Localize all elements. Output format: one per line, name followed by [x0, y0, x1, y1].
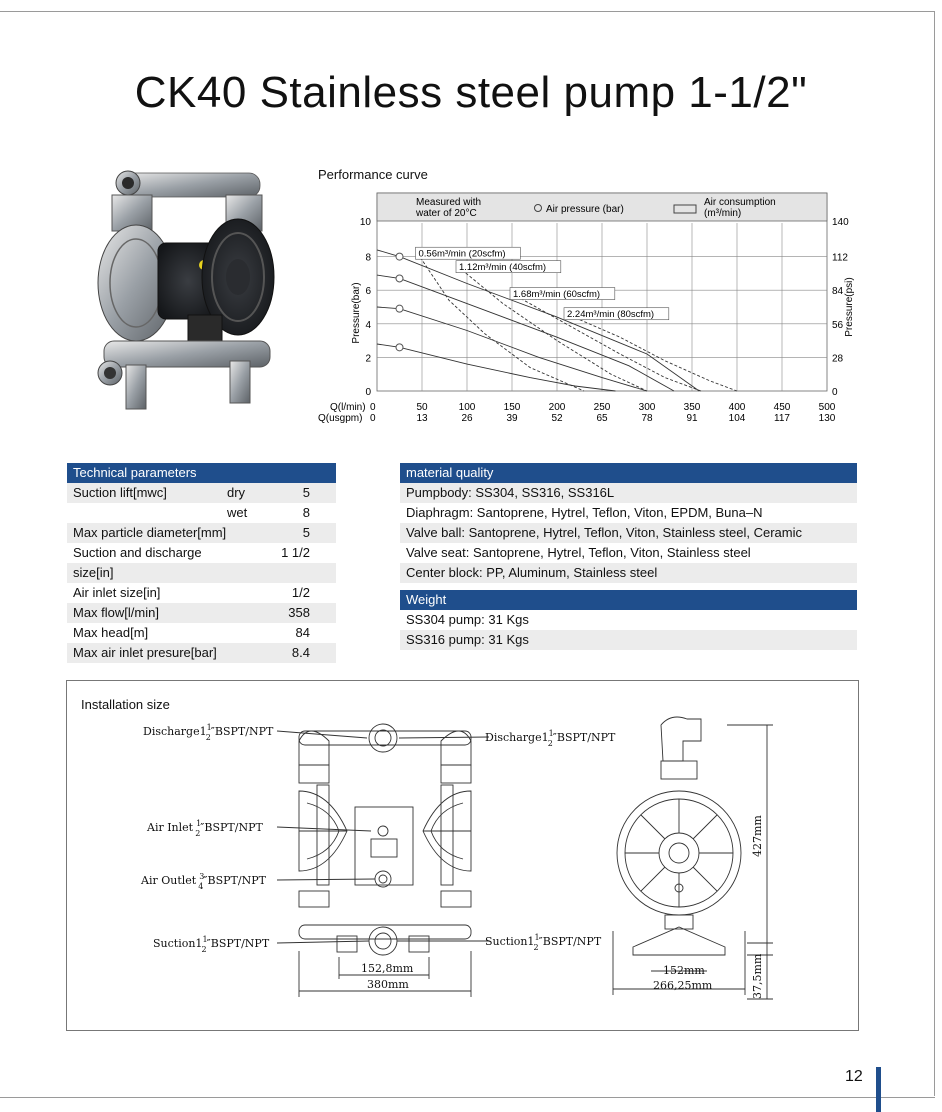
- y-tick-psi: 112: [832, 252, 848, 264]
- dimension-37-5: 37,5mm: [751, 953, 764, 999]
- parameter-value: 5: [302, 485, 310, 500]
- parameter-label: Suction lift[mwc]: [73, 485, 167, 500]
- dimension-152-8: 152,8mm: [361, 962, 414, 975]
- page-number-bar: [876, 1067, 881, 1112]
- y-tick-bar: 2: [365, 353, 371, 365]
- technical-parameter-row: [67, 483, 336, 503]
- x-tick-usgpm: 26: [461, 413, 473, 424]
- y-axis-left-label: Pressure(bar): [351, 282, 362, 344]
- curve-label: 2.24m³/min (80scfm): [567, 309, 655, 321]
- dimension-266: 266,25mm: [653, 979, 713, 992]
- parameter-value: 1 1/2: [281, 545, 310, 560]
- page-frame-bottom: [0, 1097, 935, 1098]
- parameter-sublabel: dry: [227, 485, 246, 500]
- x-tick-lpm: 150: [503, 402, 521, 413]
- legend-measured-line2: water of 20°C: [416, 208, 477, 219]
- discharge-left-label: $Discharge1^1$ 2″BSPT/NPT: [143, 723, 274, 742]
- weight-row: SS316 pump: 31 Kgs: [400, 630, 857, 650]
- curve-label: 0.56m³/min (20scfm): [418, 248, 506, 260]
- y-tick-psi: 140: [832, 217, 849, 228]
- parameter-label: Max particle diameter[mm]: [73, 525, 227, 540]
- curve-label: 1.12m³/min (40scfm): [459, 262, 547, 274]
- y-tick-psi: 0: [832, 387, 838, 398]
- weight-header: Weight: [400, 590, 857, 610]
- x-tick-lpm: 350: [683, 402, 701, 413]
- technical-parameter-row: [67, 623, 336, 643]
- x-tick-usgpm: 117: [774, 413, 790, 424]
- weight-rows: [400, 610, 857, 650]
- material-row: Pumpbody: SS304, SS316, SS316L: [400, 483, 857, 503]
- technical-parameter-row: [67, 563, 336, 583]
- air-pressure-point: [396, 305, 403, 312]
- dimension-152: 152mm: [663, 964, 705, 977]
- y-tick-bar: 8: [365, 252, 371, 264]
- suction-left-label: $Suction1^1$ 2″BSPT/NPT: [153, 935, 270, 954]
- page-number: 12: [845, 1068, 863, 1085]
- parameter-label: Max flow[l/min]: [73, 605, 159, 620]
- technical-parameter-row: [67, 543, 336, 563]
- material-quality-panel: [400, 463, 857, 583]
- x-tick-lpm: 0: [370, 402, 376, 413]
- x-tick-lpm: 200: [548, 402, 566, 413]
- legend-air-consumption-line1: Air consumption: [704, 197, 776, 208]
- air-pressure-point: [396, 275, 403, 282]
- technical-parameter-row: [67, 523, 336, 543]
- x-tick-usgpm: 78: [641, 413, 653, 424]
- parameter-label: Max air inlet presure[bar]: [73, 645, 217, 660]
- x-tick-lpm: 250: [593, 402, 611, 413]
- x-tick-lpm: 400: [728, 402, 746, 413]
- weight-row: SS304 pump: 31 Kgs: [406, 612, 529, 627]
- x-tick-lpm: 450: [773, 402, 791, 413]
- discharge-right-label: $Discharge1^1$ 2″BSPT/NPT: [485, 729, 616, 748]
- material-quality-rows: [400, 483, 857, 583]
- y-tick-psi: 56: [832, 319, 844, 331]
- material-row: Valve ball: Santoprene, Hytrel, Teflon, Viton, Stainless steel, Ceramic: [400, 523, 857, 543]
- performance-curve-title: Performance curve: [318, 167, 428, 182]
- y-tick-bar: 6: [365, 286, 371, 298]
- dimension-427: 427mm: [751, 815, 764, 857]
- parameter-label: Suction and discharge: [73, 545, 202, 560]
- material-row: Center block: PP, Aluminum, Stainless steel: [400, 563, 857, 583]
- installation-drawing: [67, 681, 858, 1030]
- x-tick-usgpm: 39: [506, 413, 518, 424]
- y-tick-bar: 10: [359, 217, 371, 228]
- parameter-value: 84: [295, 625, 310, 640]
- x-tick-usgpm: 52: [551, 413, 563, 424]
- y-axis-right-label: Pressure(psi): [844, 277, 855, 337]
- parameter-sublabel: wet: [227, 505, 248, 520]
- parameter-value: 8: [302, 505, 310, 520]
- x-tick-usgpm: 13: [416, 413, 428, 424]
- parameter-label: Max head[m]: [73, 625, 149, 640]
- y-tick-psi: 28: [832, 353, 844, 365]
- y-tick-bar: 4: [365, 319, 371, 331]
- installation-size-title: Installation size: [81, 697, 170, 712]
- parameter-value: 8.4: [291, 645, 310, 660]
- performance-chart: [318, 183, 855, 433]
- pump-photo: [92, 165, 278, 415]
- parameter-value: 5: [302, 525, 310, 540]
- material-row: Valve seat: Santoprene, Hytrel, Teflon, Viton, Stainless steel: [406, 545, 751, 560]
- y-tick-bar: 0: [365, 387, 371, 398]
- suction-right-label: $Suction1^1$ 2″BSPT/NPT: [485, 933, 602, 952]
- x-tick-usgpm: 65: [596, 413, 608, 424]
- installation-size-box: [66, 680, 859, 1031]
- x-tick-lpm: 50: [416, 402, 428, 413]
- x-tick-lpm: 300: [638, 402, 656, 413]
- x-tick-usgpm: 130: [818, 413, 836, 424]
- parameter-value: 1/2: [291, 585, 310, 600]
- legend-air-pressure: Air pressure (bar): [546, 204, 624, 215]
- x-tick-usgpm: 104: [728, 413, 746, 424]
- y-tick-psi: 84: [832, 286, 844, 298]
- parameter-label: Air inlet size[in]: [73, 585, 161, 600]
- technical-parameters-rows: [67, 483, 336, 663]
- x-tick-lpm: 100: [458, 402, 476, 413]
- technical-parameter-row: [67, 643, 336, 663]
- x-axis-label-lpm: Q(l/min): [330, 402, 366, 413]
- legend-measured-line1: Measured with: [416, 197, 482, 208]
- technical-parameters-panel: [67, 463, 336, 663]
- technical-parameter-row: [67, 583, 336, 603]
- curve-label: 1.68m³/min (60scfm): [513, 289, 601, 301]
- parameter-label: size[in]: [73, 565, 114, 580]
- air-pressure-point: [396, 253, 403, 260]
- technical-parameter-row: [67, 603, 336, 623]
- x-tick-usgpm: 0: [370, 413, 376, 424]
- page-frame-top: [0, 11, 935, 12]
- legend-air-consumption-line2: (m³/min): [704, 208, 742, 219]
- dimension-380: 380mm: [367, 978, 409, 991]
- air-inlet-label: Air Inlet $^1$ 2″BSPT/NPT: [147, 819, 263, 838]
- parameter-value: 358: [288, 605, 310, 620]
- x-axis-label-usgpm: Q(usgpm): [318, 413, 363, 424]
- x-tick-usgpm: 91: [686, 413, 698, 424]
- weight-panel: [400, 590, 857, 650]
- material-row: Diaphragm: Santoprene, Hytrel, Teflon, Viton, EPDM, Buna–N: [406, 505, 763, 520]
- page-frame-right: [934, 11, 935, 1096]
- material-quality-header: material quality: [400, 463, 857, 483]
- page-title: CK40 Stainless steel pump 1-1/2": [134, 68, 808, 117]
- technical-parameter-row: [67, 503, 336, 523]
- x-tick-lpm: 500: [818, 402, 836, 413]
- air-outlet-label: Air Outlet $^3$ 4″BSPT/NPT: [141, 872, 266, 891]
- technical-parameters-header: Technical parameters: [67, 463, 336, 483]
- air-pressure-point: [396, 344, 403, 351]
